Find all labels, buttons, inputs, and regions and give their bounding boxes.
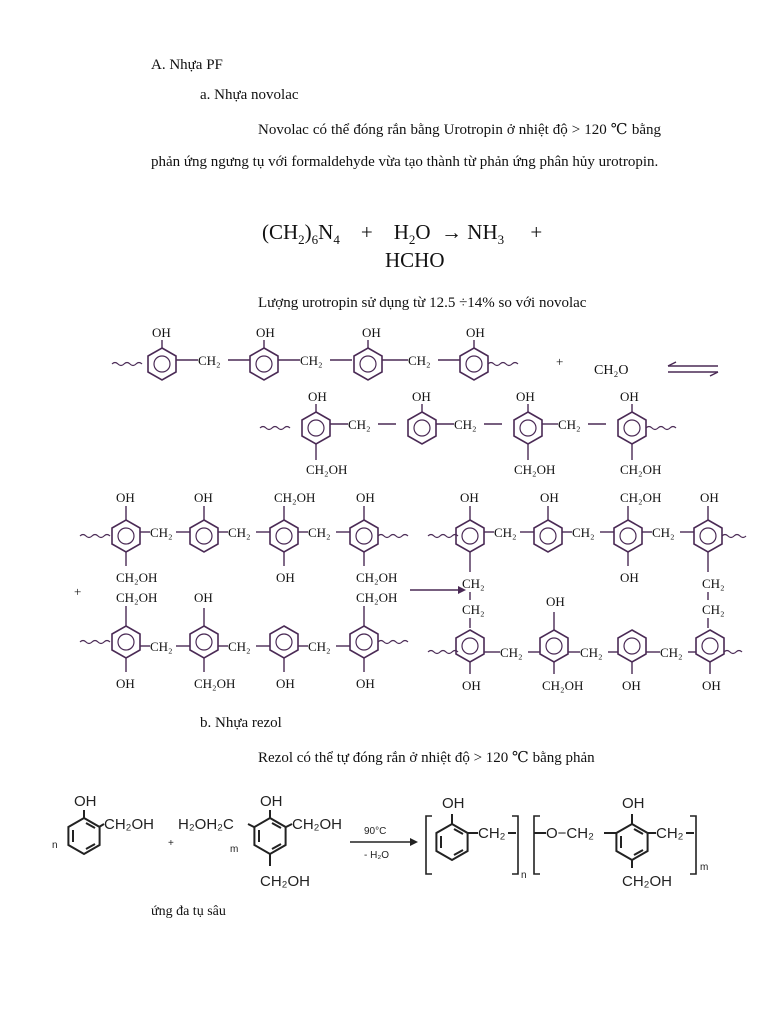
svg-text:CH₂OH: CH₂OH [356, 590, 398, 605]
urotropin-equation-hcho: HCHO [385, 248, 445, 272]
svg-text:OH: OH [622, 678, 641, 693]
heading-b: b. Nhựa rezol [200, 715, 282, 731]
svg-text:CH₂OH: CH₂OH [194, 676, 236, 691]
svg-text:CH₂OH: CH₂OH [116, 590, 158, 605]
novolac-crosslink-scheme [0, 488, 768, 698]
urotropin-equation: $(CH_2)_6N_4$ + $H_2O \to NH_3$ + [262, 220, 543, 248]
svg-text:CH₂: CH₂ [228, 525, 251, 540]
svg-text:OH: OH [622, 795, 645, 812]
svg-text:CH₂: CH₂ [150, 525, 173, 540]
svg-text:CH₂: CH₂ [558, 417, 581, 432]
svg-text:OH: OH [256, 325, 275, 340]
svg-text:CH₂: CH₂ [572, 525, 595, 540]
svg-text:CH₂: CH₂ [580, 645, 603, 660]
svg-text:CH₂OH: CH₂OH [292, 816, 342, 833]
svg-text:CH₂: CH₂ [150, 639, 173, 654]
svg-text:OH: OH [460, 490, 479, 505]
rezol-scheme [0, 790, 768, 900]
heading-a: A. Nhựa PF [151, 57, 223, 73]
paragraph-rezol: Rezol có thể tự đóng rắn ở nhiệt độ > 120 ℃ bằng phản [258, 750, 595, 766]
svg-text:CH₂OH: CH₂OH [116, 570, 158, 585]
svg-text:OH: OH [116, 490, 135, 505]
svg-text:OH: OH [356, 490, 375, 505]
paragraph-novolac: Novolac có thể đóng rắn bằng Urotropin ở nhiệt độ > 120 ℃ bằng phản ứng ngưng tụ với formaldehyde vừa tạo thành từ phản ứng phân hủy urotropin. [151, 122, 661, 170]
svg-text:CH₂: CH₂ [300, 353, 323, 368]
novolac-scheme-1 [0, 320, 768, 490]
svg-text:OH: OH [308, 389, 327, 404]
svg-text:CH₂: CH₂ [308, 639, 331, 654]
svg-text:OH: OH [152, 325, 171, 340]
svg-text:+: + [556, 354, 564, 369]
svg-text:CH₂: CH₂ [308, 525, 331, 540]
svg-text:OH: OH [194, 490, 213, 505]
svg-text:OH: OH [466, 325, 485, 340]
svg-text:CH₂: CH₂ [228, 639, 251, 654]
svg-text:OH: OH [620, 389, 639, 404]
svg-text:CH₂: CH₂ [500, 645, 523, 660]
svg-text:OH: OH [412, 389, 431, 404]
svg-text:OH: OH [462, 678, 481, 693]
svg-text:OH: OH [540, 490, 559, 505]
svg-text:CH₂OH: CH₂OH [356, 570, 398, 585]
svg-text:OH: OH [516, 389, 535, 404]
svg-text:OH: OH [276, 570, 295, 585]
svg-text:CH₂: CH₂ [408, 353, 431, 368]
heading-a-sub: a. Nhựa novolac [200, 87, 299, 103]
svg-text:CH₂: CH₂ [652, 525, 675, 540]
svg-text:CH₂: CH₂ [198, 353, 221, 368]
svg-text:n: n [52, 840, 58, 851]
svg-text:CH₂OH: CH₂OH [622, 873, 672, 890]
svg-text:OH: OH [620, 570, 639, 585]
svg-text:CH₂: CH₂ [656, 825, 684, 842]
svg-text:OH: OH [546, 594, 565, 609]
svg-text:CH₂: CH₂ [348, 417, 371, 432]
svg-text:CH₂OH: CH₂OH [306, 462, 348, 477]
svg-text:CH₂: CH₂ [454, 417, 477, 432]
svg-text:OH: OH [74, 793, 97, 810]
svg-text:CH₂OH: CH₂OH [104, 816, 154, 833]
svg-text:H₂OH₂C: H₂OH₂C [178, 816, 234, 833]
svg-text:CH₂: CH₂ [660, 645, 683, 660]
paragraph-rezol-end: ứng đa tụ sâu [151, 904, 226, 919]
svg-text:90°C: 90°C [364, 826, 387, 837]
svg-text:OH: OH [356, 676, 375, 691]
svg-text:n: n [521, 870, 527, 881]
svg-text:OH: OH [116, 676, 135, 691]
svg-text:m: m [230, 844, 239, 855]
svg-text:CH₂OH: CH₂OH [260, 873, 310, 890]
svg-text:OH: OH [700, 490, 719, 505]
svg-text:CH₂OH: CH₂OH [274, 490, 316, 505]
svg-text:CH₂: CH₂ [494, 525, 517, 540]
svg-text:OH: OH [442, 795, 465, 812]
svg-text:OH: OH [702, 678, 721, 693]
svg-text:+: + [168, 838, 174, 849]
svg-text:- H₂O: - H₂O [364, 850, 389, 861]
svg-text:CH₂: CH₂ [462, 602, 485, 617]
svg-text:O−CH₂: O−CH₂ [546, 825, 594, 842]
svg-text:m: m [700, 862, 709, 873]
svg-text:OH: OH [260, 793, 283, 810]
svg-text:OH: OH [276, 676, 295, 691]
svg-text:CH₂OH: CH₂OH [620, 462, 662, 477]
svg-text:CH₂OH: CH₂OH [620, 490, 662, 505]
svg-text:+: + [74, 584, 82, 599]
svg-text:CH₂OH: CH₂OH [542, 678, 584, 693]
svg-text:CH₂O: CH₂O [594, 363, 629, 378]
svg-text:CH₂: CH₂ [702, 602, 725, 617]
svg-text:CH₂OH: CH₂OH [514, 462, 556, 477]
svg-text:OH: OH [194, 590, 213, 605]
urotropin-amount-line: Lượng urotropin sử dụng từ 12.5 ÷14% so với novolac [258, 295, 587, 311]
svg-text:OH: OH [362, 325, 381, 340]
svg-text:CH₂: CH₂ [702, 576, 725, 591]
svg-text:CH₂: CH₂ [478, 825, 506, 842]
svg-text:CH₂: CH₂ [462, 576, 485, 591]
